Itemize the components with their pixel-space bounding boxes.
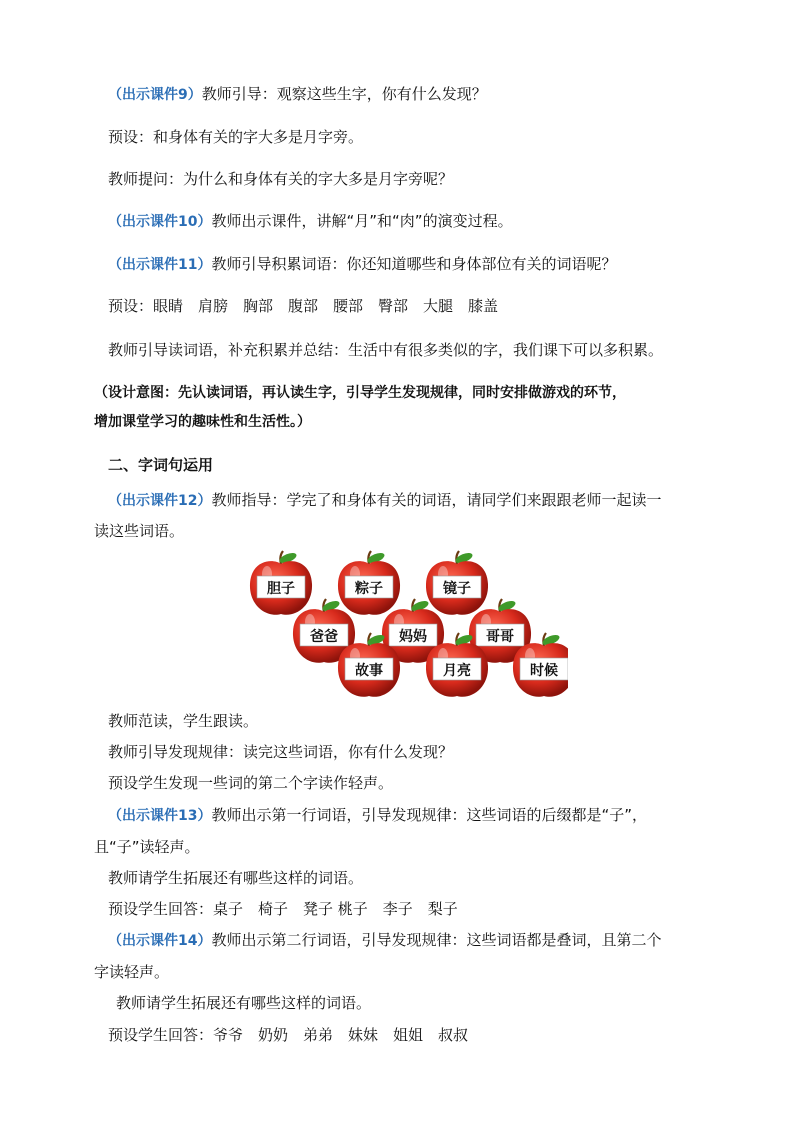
- line-text: 预设：和身体有关的字大多是月字旁。: [108, 128, 364, 146]
- line-text: 教师引导：观察这些生字，你有什么发现？: [201, 85, 487, 103]
- paragraph-line: [108, 211, 513, 232]
- line-text: 教师出示课件，讲解“月”和“肉”的演变过程。: [211, 212, 513, 230]
- paragraph-line: [108, 254, 617, 275]
- line-text: 字读轻声。: [94, 963, 170, 981]
- courseware-tag: （出示课件9）: [108, 87, 202, 103]
- courseware-tag: （出示课件10）: [108, 214, 212, 230]
- line-text: 教师出示第一行词语，引导发现规律：这些词语的后缀都是“子”，: [211, 806, 648, 824]
- apple-word-label: 月亮: [443, 663, 471, 679]
- paragraph-line: [108, 340, 663, 360]
- paragraph-line: [108, 169, 453, 189]
- line-text: 教师引导发现规律：读完这些词语，你有什么发现？: [108, 743, 454, 761]
- line-text: 教师请学生拓展还有哪些这样的词语。: [116, 994, 372, 1012]
- paragraph-line: [108, 711, 258, 731]
- apple-word-label: 妈妈: [399, 629, 427, 645]
- apple-word-label: 故事: [355, 663, 383, 679]
- paragraph-line: [94, 521, 184, 541]
- line-text: 预设：眼睛 肩膀 胸部 腹部 腰部 臀部 大腿 膝盖: [108, 297, 499, 315]
- paragraph-line: [108, 899, 458, 919]
- paragraph-line: [108, 773, 393, 793]
- line-text: 教师请学生拓展还有哪些这样的词语。: [108, 869, 364, 887]
- apple-word-label: 粽子: [355, 581, 383, 597]
- line-text: 预设学生回答：桌子 椅子 凳子 桃子 李子 梨子: [108, 900, 458, 918]
- paragraph-line: [108, 490, 662, 511]
- section-heading: 二、字词句运用: [108, 456, 214, 474]
- apple-word-card: [338, 551, 400, 615]
- line-text: 教师提问：为什么和身体有关的字大多是月字旁呢？: [108, 170, 454, 188]
- line-text: 教师引导积累词语：你还知道哪些和身体部位有关的词语呢？: [211, 255, 617, 273]
- design-intent-line: 增加课堂学习的趣味性和生活性。）: [94, 414, 311, 430]
- apple-word-label: 爸爸: [310, 629, 338, 645]
- paragraph-line: [108, 868, 363, 888]
- line-text: 预设学生回答：爷爷 奶奶 弟弟 妹妹 姐姐 叔叔: [108, 1026, 469, 1044]
- line-text: 读这些词语。: [94, 522, 185, 540]
- paragraph-line: [108, 84, 487, 105]
- line-text: 教师范读，学生跟读。: [108, 712, 259, 730]
- apple-word-label: 镜子: [443, 581, 471, 597]
- paragraph-line: [108, 127, 363, 147]
- paragraph-line: [108, 742, 453, 762]
- paragraph-line: [108, 805, 647, 826]
- line-text: 教师引导读词语，补充积累并总结：生活中有很多类似的字，我们课下可以多积累。: [108, 341, 664, 359]
- paragraph-line: [116, 993, 371, 1013]
- courseware-tag: （出示课件12）: [108, 493, 212, 509]
- apple-word-card: [250, 551, 312, 615]
- courseware-tag: （出示课件13）: [108, 808, 212, 824]
- line-text: 且“子”读轻声。: [94, 838, 200, 856]
- apple-word-label: 时候: [530, 663, 558, 679]
- courseware-tag: （出示课件14）: [108, 933, 212, 949]
- apple-word-label: 哥哥: [486, 629, 514, 645]
- apple-word-label: 胆子: [267, 581, 295, 597]
- line-text: 教师出示第二行词语，引导发现规律：这些词语都是叠词，且第二个: [211, 931, 662, 949]
- paragraph-line: [108, 296, 498, 316]
- paragraph-line: [108, 1025, 468, 1045]
- line-text: 预设学生发现一些词的第二个字读作轻声。: [108, 774, 394, 792]
- paragraph-line: [94, 962, 169, 982]
- line-text: 教师指导：学完了和身体有关的词语，请同学们来跟跟老师一起读一: [211, 491, 662, 509]
- courseware-tag: （出示课件11）: [108, 257, 212, 273]
- paragraph-line: [94, 837, 200, 857]
- apple-word-card: [426, 551, 488, 615]
- paragraph-line: [108, 930, 662, 951]
- design-intent-line: （设计意图：先认读词语，再认读生字，引导学生发现规律，同时安排做游戏的环节，: [94, 385, 626, 401]
- apple-word-figure: [248, 548, 568, 706]
